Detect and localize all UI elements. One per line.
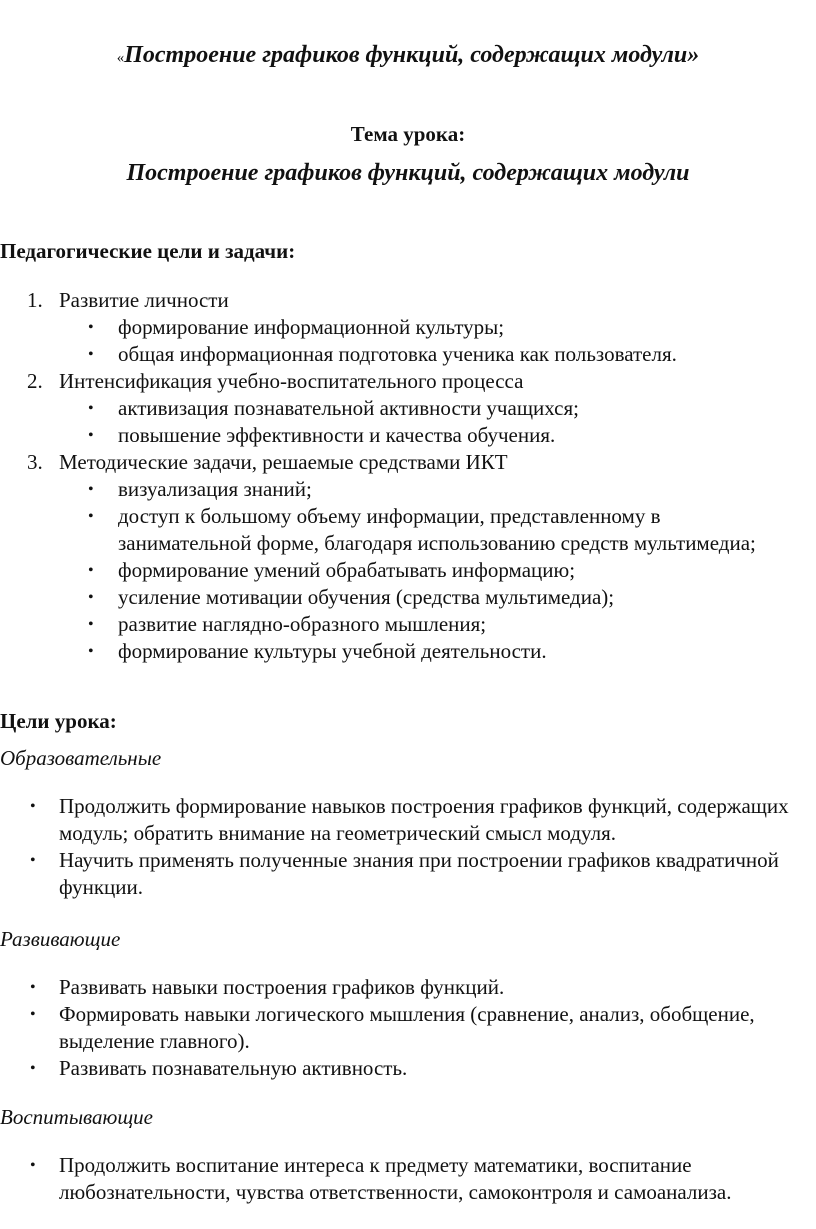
educational-item: • Продолжить формирование навыков построения графиков функций, содержащих модуль; обратить внимание на геометрический смысл модуля. bbox=[0, 793, 810, 847]
ped-goal-label: Методические задачи, решаемые средствами ИКТ bbox=[59, 450, 508, 474]
topic-label: Тема урока: bbox=[350, 122, 466, 146]
ped-goal-item bbox=[0, 287, 800, 368]
ped-goal-item bbox=[0, 449, 800, 665]
developing-list bbox=[0, 974, 810, 1082]
ped-goal-label: Интенсификация учебно-воспитательного процесса bbox=[59, 369, 524, 393]
ped-goal-number: 2. bbox=[27, 369, 43, 393]
ped-goal-sublist bbox=[0, 395, 800, 449]
developing-heading: Развивающие bbox=[0, 927, 121, 951]
ped-goal-sublist bbox=[0, 314, 800, 368]
educational-item: • Научить применять полученные знания при построении графиков квадратичной функции. bbox=[0, 847, 810, 901]
lesson-goals-heading: Цели урока: bbox=[0, 709, 117, 733]
developing-item: • Развивать навыки построения графиков функций. bbox=[0, 974, 810, 1001]
educational-heading: Образовательные bbox=[0, 746, 162, 770]
upbringing-list bbox=[0, 1152, 810, 1206]
ped-goal-number: 1. bbox=[27, 288, 43, 312]
ped-goal-subitem: • формирование информационной культуры; bbox=[0, 314, 800, 341]
ped-goal-sublist bbox=[0, 476, 800, 665]
ped-goal-subitem: • формирование умений обрабатывать информацию; bbox=[0, 557, 800, 584]
ped-goal-subitem: • общая информационная подготовка ученика как пользователя. bbox=[0, 341, 800, 368]
ped-goals-heading: Педагогические цели и задачи: bbox=[0, 239, 296, 263]
developing-item: • Формировать навыки логического мышления (сравнение, анализ, обобщение, выделение главного). bbox=[0, 1001, 810, 1055]
ped-goal-item bbox=[0, 368, 800, 449]
ped-goal-subitem: • усиление мотивации обучения (средства мультимедиа); bbox=[0, 584, 800, 611]
title-quote-mark: « bbox=[116, 50, 125, 66]
ped-goal-number: 3. bbox=[27, 450, 43, 474]
topic-title: Построение графиков функций, содержащих модули bbox=[126, 160, 690, 186]
ped-goal-subitem: • визуализация знаний; bbox=[0, 476, 800, 503]
ped-goal-subitem: • активизация познавательной активности учащихся; bbox=[0, 395, 800, 422]
developing-item: • Развивать познавательную активность. bbox=[0, 1055, 810, 1082]
ped-goals-list bbox=[0, 287, 800, 665]
ped-goal-subitem: • развитие наглядно-образного мышления; bbox=[0, 611, 800, 638]
upbringing-heading: Воспитывающие bbox=[0, 1105, 153, 1129]
upbringing-item: • Продолжить воспитание интереса к предмету математики, воспитание любознательности, чувства ответственности, самоконтроля и самоанализа. bbox=[0, 1152, 810, 1206]
title-text: Построение графиков функций, содержащих модули» bbox=[124, 42, 700, 68]
ped-goal-subitem: • формирование культуры учебной деятельности. bbox=[0, 638, 800, 665]
ped-goal-subitem: • повышение эффективности и качества обучения. bbox=[0, 422, 800, 449]
document-title bbox=[0, 42, 816, 72]
ped-goal-subitem: • доступ к большому объему информации, представленному в занимательной форме, благодаря использованию средств мультимедиа; bbox=[0, 503, 800, 557]
educational-list bbox=[0, 793, 810, 901]
ped-goal-label: Развитие личности bbox=[59, 288, 229, 312]
